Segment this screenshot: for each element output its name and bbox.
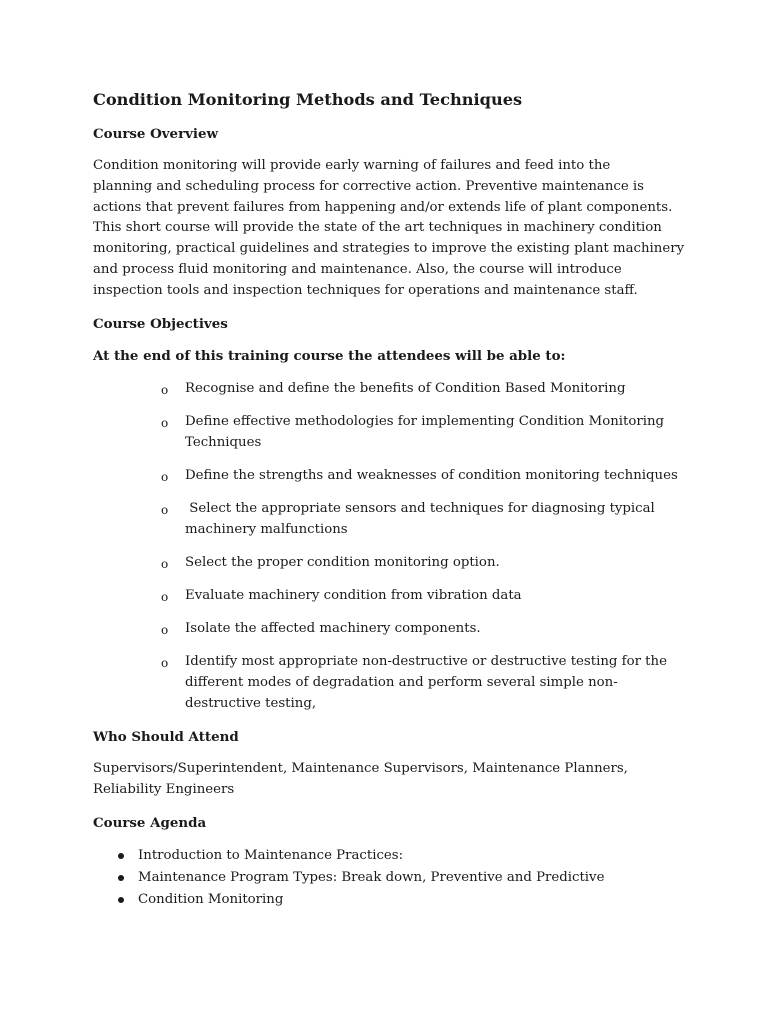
list-marker: o <box>161 623 169 638</box>
overview-line: monitoring, practical guidelines and strategies to improve the existing plant machinery <box>93 241 685 257</box>
objective-line: Identify most appropriate non-destructive or destructive testing for the <box>185 654 667 670</box>
agenda-item <box>93 845 683 867</box>
agenda-heading: Course Agenda <box>93 814 207 831</box>
overview-line: Condition monitoring will provide early warning of failures and feed into the <box>93 158 611 173</box>
list-marker: o <box>161 656 169 671</box>
document-title: Condition Monitoring Methods and Techniques <box>93 90 523 109</box>
agenda-item <box>93 867 683 889</box>
objective-line: Recognise and define the benefits of Condition Based Monitoring <box>185 380 626 396</box>
objective-line: Isolate the affected machinery components. <box>185 621 481 637</box>
objectives-lead: At the end of this training course the attendees will be able to: <box>93 347 566 364</box>
list-marker: o <box>161 502 169 517</box>
agenda-item <box>93 889 683 911</box>
objective-item <box>93 619 683 640</box>
objectives-list <box>93 379 683 715</box>
objective-line: destructive testing, <box>185 696 317 712</box>
objective-item <box>93 499 683 541</box>
agenda-list <box>93 845 683 911</box>
objective-line: different modes of degradation and perform several simple non- <box>185 675 618 691</box>
objective-item <box>93 652 683 714</box>
overview-line: and process fluid monitoring and maintenance. Also, the course will introduce <box>93 261 622 277</box>
objective-line: Select the proper condition monitoring option. <box>185 554 500 570</box>
overview-heading: Course Overview <box>93 126 219 142</box>
objective-item <box>93 412 683 454</box>
list-marker: o <box>161 556 169 571</box>
objective-item <box>93 553 683 574</box>
list-marker: o <box>161 590 169 605</box>
objective-item <box>93 466 683 487</box>
overview-line: planning and scheduling process for corrective action. Preventive maintenance is <box>93 178 645 194</box>
overview-paragraph <box>93 156 683 302</box>
objective-item <box>93 586 683 607</box>
objective-line: machinery malfunctions <box>185 521 348 537</box>
objective-line: Techniques <box>185 434 262 450</box>
bullet-icon <box>118 875 124 881</box>
bullet-icon <box>118 853 124 859</box>
list-marker: o <box>161 469 169 484</box>
objective-line: Select the appropriate sensors and techniques for diagnosing typical <box>185 500 655 516</box>
objectives-heading: Course Objectives <box>93 315 228 332</box>
overview-line: inspection tools and inspection techniques for operations and maintenance staff. <box>93 282 638 298</box>
who-heading: Who Should Attend <box>93 729 239 746</box>
who-line: Supervisors/Superintendent, Maintenance Supervisors, Maintenance Planners, <box>93 761 628 777</box>
list-marker: o <box>161 382 169 397</box>
agenda-item-label: Maintenance Program Types: Break down, Preventive and Predictive <box>138 869 605 885</box>
objective-line: Define effective methodologies for implementing Condition Monitoring <box>185 413 665 429</box>
objective-line: Define the strengths and weaknesses of condition monitoring techniques <box>185 467 678 483</box>
list-marker: o <box>161 415 169 430</box>
document-page <box>93 88 683 911</box>
agenda-item-label: Condition Monitoring <box>138 891 284 907</box>
objective-item <box>93 379 683 400</box>
bullet-icon <box>118 897 124 903</box>
objective-line: Evaluate machinery condition from vibration data <box>185 588 522 604</box>
overview-line: actions that prevent failures from happening and/or extends life of plant components. <box>93 199 673 215</box>
who-line: Reliability Engineers <box>93 782 235 798</box>
agenda-item-label: Introduction to Maintenance Practices: <box>138 847 404 863</box>
overview-line: This short course will provide the state of the art techniques in machinery condition <box>93 220 662 236</box>
who-paragraph <box>93 759 683 801</box>
